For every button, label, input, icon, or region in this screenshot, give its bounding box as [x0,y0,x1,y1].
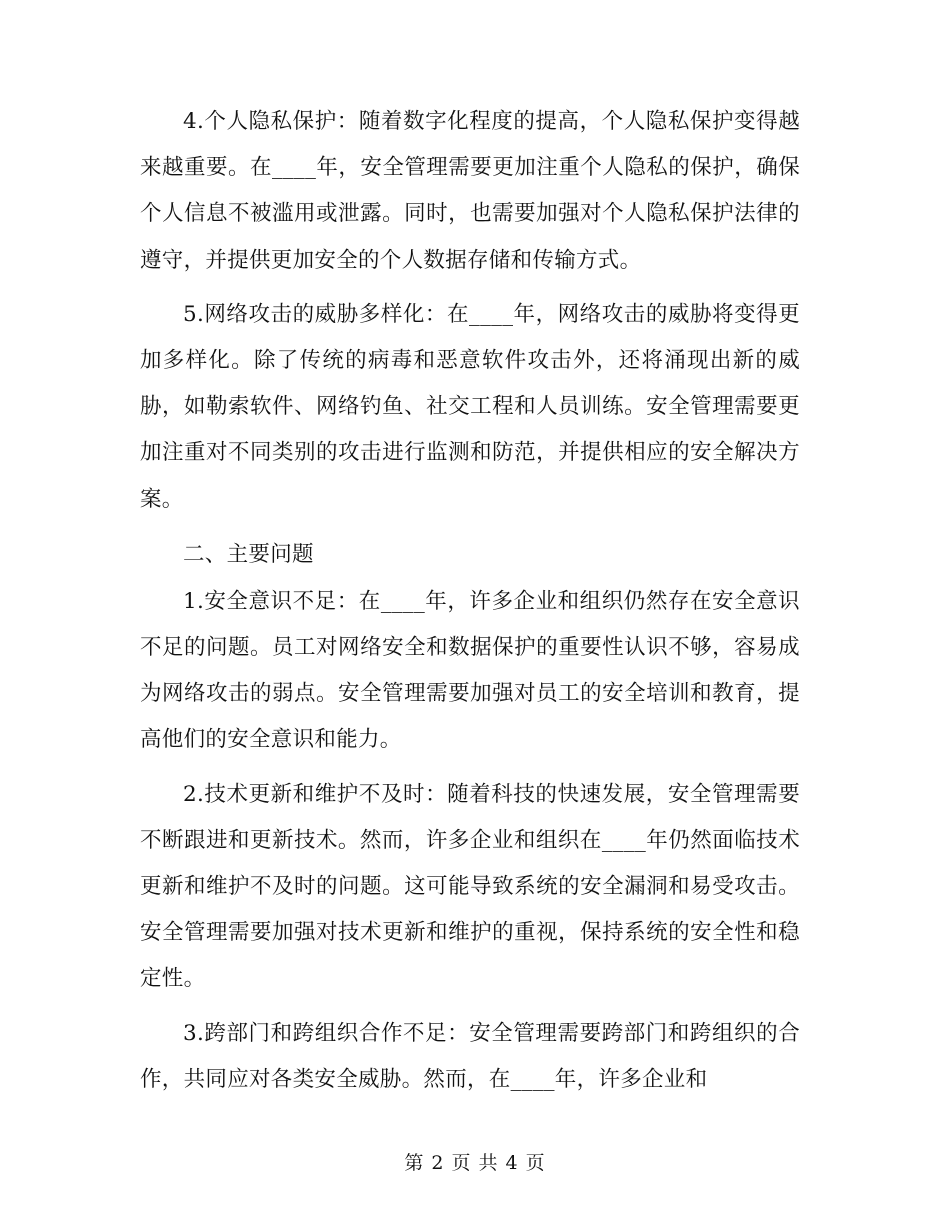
paragraph-tech-updates: 2.技术更新和维护不及时：随着科技的快速发展，安全管理需要不断跟进和更新技术。然而，许多企业和组织在____年仍然面临技术更新和维护不及时的问题。这可能导致系统的安全漏洞和易受攻击。安全管理需要加强对技术更新和维护的重视，保持系统的安全性和稳定性。 [140,781,800,992]
paragraph-attack-diversity: 5.网络攻击的威胁多样化：在____年，网络攻击的威胁将变得更加多样化。除了传统的病毒和恶意软件攻击外，还将涌现出新的威胁，如勒索软件、网络钓鱼、社交工程和人员训练。安全管理需要更加注重对不同类别的攻击进行监测和防范，并提供相应的安全解决方案。 [140,301,800,512]
page-number-footer: 第 2 页 共 4 页 [404,1152,546,1174]
document-body [140,99,800,1111]
paragraph-cross-department: 3.跨部门和跨组织合作不足：安全管理需要跨部门和跨组织的合作，共同应对各类安全威胁。然而，在____年，许多企业和 [140,1020,800,1092]
paragraph-security-awareness: 1.安全意识不足：在____年，许多企业和组织仍然存在安全意识不足的问题。员工对网络安全和数据保护的重要性认识不够，容易成为网络攻击的弱点。安全管理需要加强对员工的安全培训和教育，提高他们的安全意识和能力。 [140,588,800,753]
paragraph-privacy: 4.个人隐私保护：随着数字化程度的提高，个人隐私保护变得越来越重要。在____年，安全管理需要更加注重个人隐私的保护，确保个人信息不被滥用或泄露。同时，也需要加强对个人隐私保护法律的遵守，并提供更加安全的个人数据存储和传输方式。 [140,109,800,273]
section-heading-main-issues: 二、主要问题 [183,541,314,567]
